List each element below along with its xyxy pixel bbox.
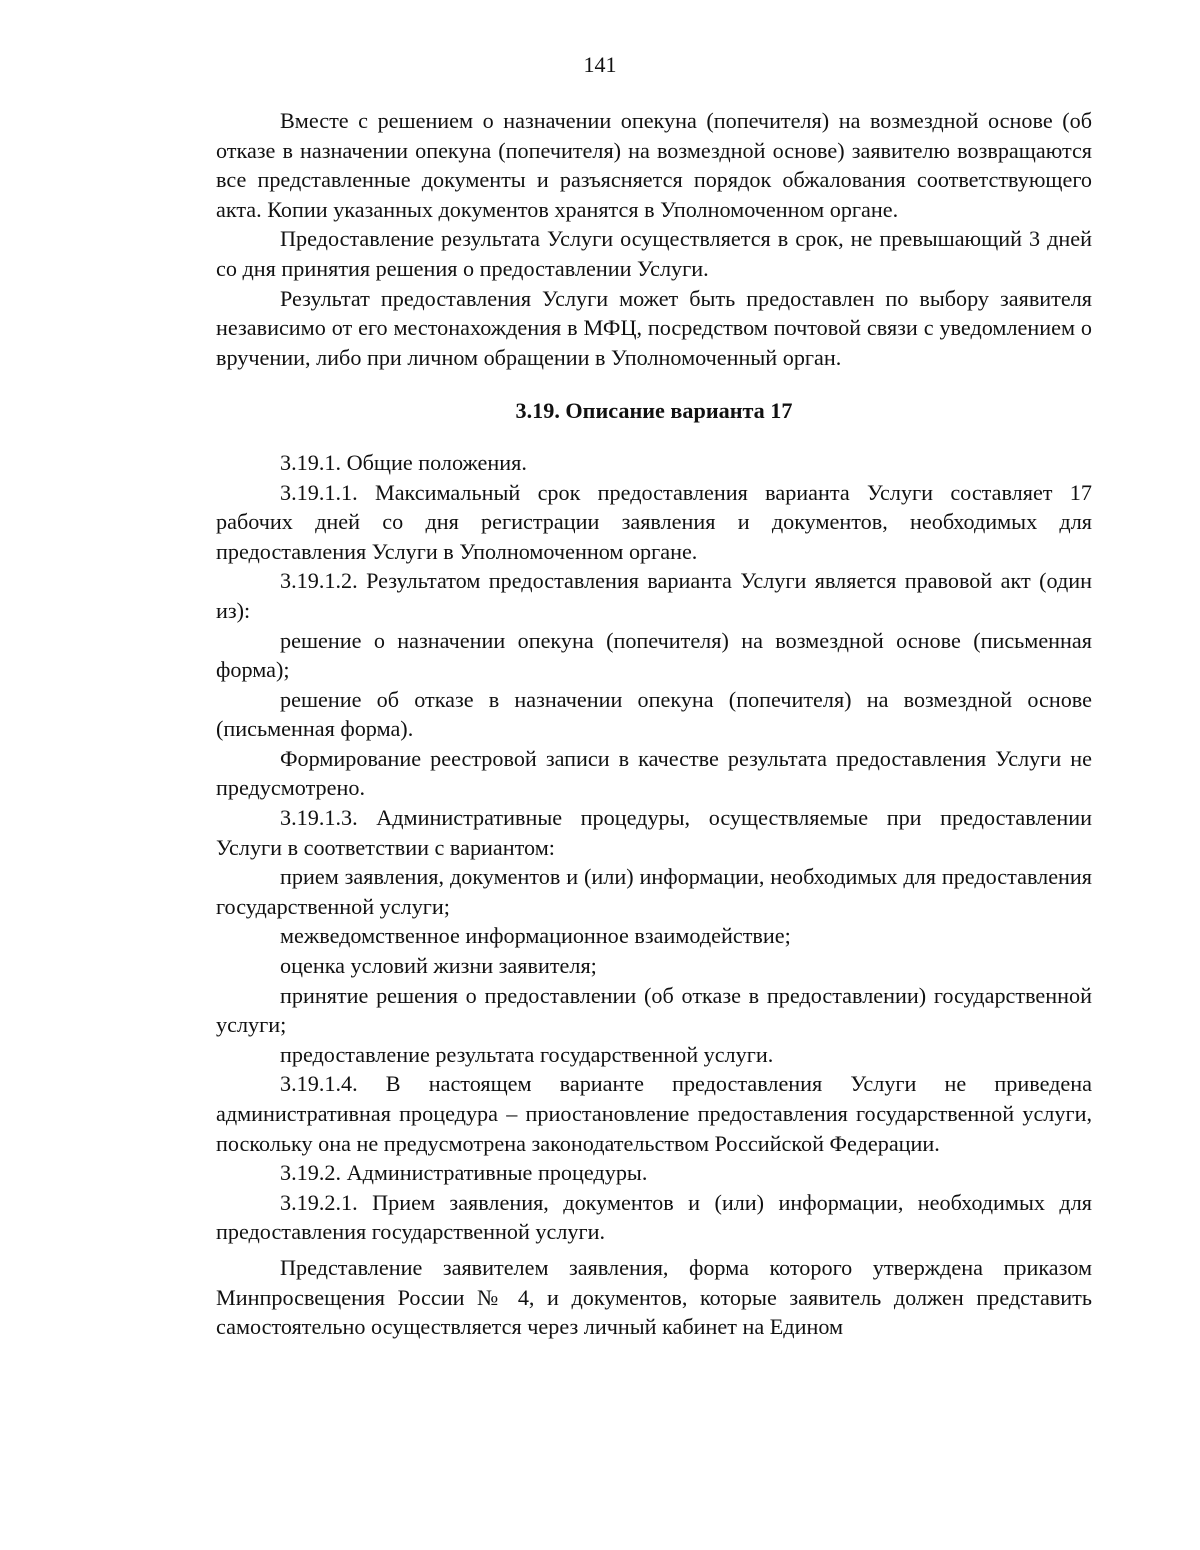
section-heading: 3.19. Описание варианта 17 (515, 398, 793, 424)
paragraph-procedure-interagency: межведомственное информационное взаимодействие; (280, 923, 791, 949)
page-number: 141 (583, 52, 617, 77)
document-body (216, 106, 1092, 1342)
paragraph-submission: Представление заявителем заявления, форма которого утверждена приказом Минпросвещения России № 4, и документов, которые заявитель должен представить самостоятельно осуществляется через личный кабинет на Едином (216, 1254, 1092, 1340)
paragraph-general-provisions: 3.19.1. Общие положения. (280, 449, 527, 475)
paragraph-return-documents: Вместе с решением о назначении опекуна (попечителя) на возмездной основе (об отказе в назначении опекуна (попечителя) на возмездной основе) заявителю возвращаются все представленные документы и разъясняется порядок обжалования соответствующего акта. Копии указанных документов хранятся в Уполномоченном органе. (216, 108, 1092, 222)
paragraph-result-act: 3.19.1.2. Результатом предоставления варианта Услуги является правовой акт (один из): (216, 568, 1092, 623)
paragraph-decision-refuse: решение об отказе в назначении опекуна (попечителя) на возмездной основе (письменная форма). (216, 686, 1092, 742)
paragraph-max-term: 3.19.1.1. Максимальный срок предоставления варианта Услуги составляет 17 рабочих дней со дня регистрации заявления и документов, необходимых для предоставления Услуги в Уполномоченном органе. (216, 479, 1092, 564)
paragraph-suspension-note: 3.19.1.4. В настоящем варианте предоставления Услуги не приведена административная процедура – приостановление предоставления государственной услуги, поскольку она не предусмотрена законодательством Российской Федерации. (216, 1071, 1092, 1156)
paragraph-result-delivery: Результат предоставления Услуги может быть предоставлен по выбору заявителя независимо от его местонахождения в МФЦ, посредством почтовой связи с уведомлением о вручении, либо при личном обращении в Уполномоченный орган. (216, 285, 1092, 370)
paragraph-procedure-reception: прием заявления, документов и (или) информации, необходимых для предоставления государственной услуги; (216, 864, 1092, 919)
paragraph-decision-appoint: решение о назначении опекуна (попечителя) на возмездной основе (письменная форма); (216, 627, 1092, 683)
paragraph-result-term: Предоставление результата Услуги осуществляется в срок, не превышающий 3 дней со дня принятия решения о предоставлении Услуги. (216, 226, 1092, 281)
paragraph-procedure-decision: принятие решения о предоставлении (об отказе в предоставлении) государственной услуги; (216, 982, 1092, 1038)
paragraph-admin-procedures-list: 3.19.1.3. Административные процедуры, осуществляемые при предоставлении Услуги в соответствии с вариантом: (216, 805, 1092, 860)
paragraph-reception-heading: 3.19.2.1. Прием заявления, документов и (или) информации, необходимых для предоставления государственной услуги. (216, 1189, 1092, 1245)
paragraph-registry-record: Формирование реестровой записи в качестве результата предоставления Услуги не предусмотрено. (216, 745, 1092, 801)
paragraph-procedure-assessment: оценка условий жизни заявителя; (280, 953, 597, 979)
paragraph-admin-procedures: 3.19.2. Административные процедуры. (280, 1160, 648, 1186)
paragraph-procedure-result: предоставление результата государственной услуги. (280, 1041, 774, 1067)
